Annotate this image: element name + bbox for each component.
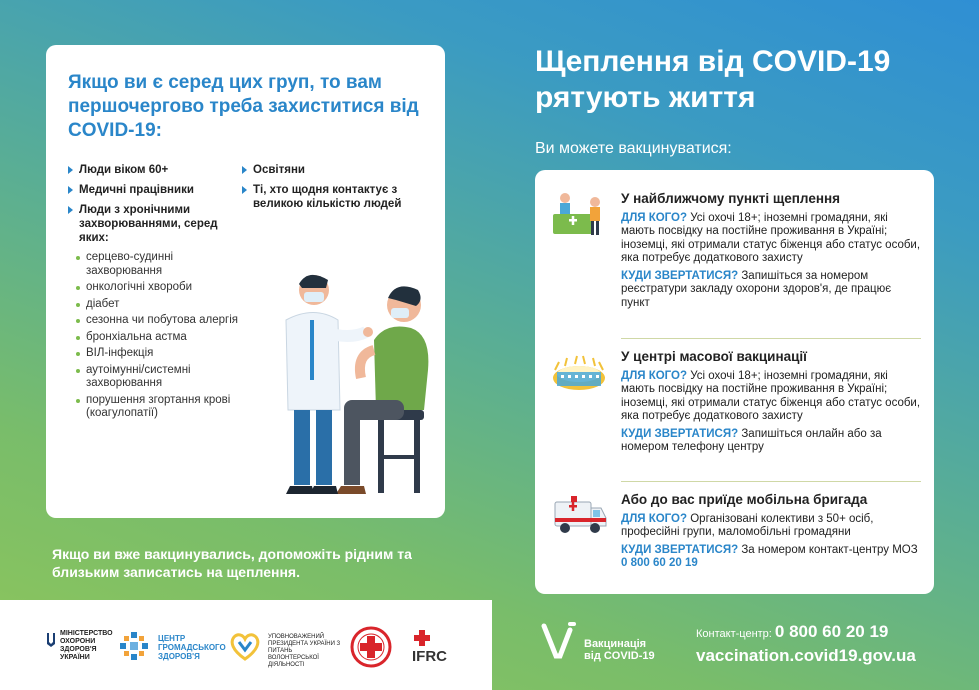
who-text: Організовані колективи з 50+ осіб, професійні групи, маломобільні громадяни <box>621 512 874 538</box>
where-text: За номером контакт-центру МОЗ <box>738 543 918 556</box>
brand-line-1: Вакцинація <box>584 638 647 650</box>
ifrc-logo <box>410 628 458 678</box>
condition-item: порушення згортання крові (коагулопатії) <box>74 394 240 421</box>
where-label: КУДИ ЗВЕРТАТИСЯ? <box>621 269 739 282</box>
condition-item: сезонна чи побутова алергія <box>74 314 240 328</box>
red-cross-emblem-icon <box>350 626 392 668</box>
subtitle: Ви можете вакцинуватися: <box>535 140 732 157</box>
group-item: Люди віком 60+ <box>68 163 240 177</box>
vaccination-brand-logo-icon <box>540 620 580 660</box>
where-label: КУДИ ЗВЕРТАТИСЯ? <box>621 427 739 440</box>
priority-groups-column-2 <box>242 163 407 217</box>
section-title: Або до вас приїде мобільна бригада <box>621 492 868 507</box>
condition-item: ВІЛ-інфекція <box>74 347 240 361</box>
heart-hands-icon <box>228 630 262 662</box>
moz-logo-text: МІНІСТЕРСТВО ОХОРОНИ ЗДОРОВ'Я УКРАЇНИ <box>60 630 113 661</box>
partner-logos-bar <box>0 600 492 690</box>
phone-number: 0 800 60 20 19 <box>621 557 698 569</box>
who-text: Усі охочі 18+; іноземні громадяни, які мають посвідку на постійне проживання в Україні; іноземці, які отримали статус біженця або статус особи, яка потребує додаткового захисту <box>621 211 921 264</box>
ifrc-text: IFRC <box>412 648 447 665</box>
contact-footer <box>492 600 979 690</box>
group-item: Ті, хто щодня контактує з великою кількістю людей <box>242 183 407 211</box>
who-label: ДЛЯ КОГО? <box>621 211 688 224</box>
who-label: ДЛЯ КОГО? <box>621 512 688 525</box>
brand-line-2: від COVID-19 <box>584 650 655 662</box>
condition-item: серцево-судинні захворювання <box>74 251 240 278</box>
doctor-vaccinating-patient-illustration <box>256 260 441 500</box>
section-title: У центрі масової вакцинації <box>621 349 807 364</box>
who-paragraph <box>621 370 921 424</box>
who-paragraph <box>621 513 921 540</box>
main-title: Щеплення від COVID-19 рятують життя <box>535 45 891 114</box>
priority-groups-column-1 <box>68 163 240 424</box>
where-paragraph <box>621 428 921 455</box>
where-paragraph <box>621 544 921 571</box>
moz-logo <box>46 630 113 680</box>
vaccination-options-card <box>535 170 934 594</box>
cross-crescent-icon <box>410 628 458 648</box>
condition-item: онкологічні хвороби <box>74 281 240 295</box>
vaccination-point-section <box>621 192 921 314</box>
who-paragraph <box>621 212 921 266</box>
volunteer-commissioner-logo <box>228 630 343 680</box>
public-health-center-logo <box>118 630 226 680</box>
priority-groups-card <box>46 45 445 518</box>
group-item: Освітяни <box>242 163 407 177</box>
where-paragraph <box>621 270 921 311</box>
vaccination-brand-text <box>584 638 655 662</box>
priority-groups-title: Якщо ви є серед цих груп, то вам першочергово треба захиститися від COVID-19: <box>68 72 419 141</box>
condition-item: бронхіальна астма <box>74 331 240 345</box>
volunteer-commissioner-text: УПОВНОВАЖЕНИЙ ПРЕЗИДЕНТА УКРАЇНИ З ПИТАНЬ ВОЛОНТЕРСЬКОЇ ДІЯЛЬНОСТІ <box>268 634 341 668</box>
who-label: ДЛЯ КОГО? <box>621 369 688 382</box>
mass-vaccination-center-icon <box>551 348 609 398</box>
cross-pattern-icon <box>118 630 150 662</box>
group-item: Медичні працівники <box>68 183 240 197</box>
section-title: У найближчому пункті щеплення <box>621 191 841 206</box>
where-text: Запишіться за номером реєстратури закладу охорони здоров'я, де працює пункт <box>621 269 892 309</box>
contact-center <box>696 622 888 642</box>
conditions-list <box>74 251 240 421</box>
group-item: Люди з хронічними захворюваннями, серед яких: <box>68 203 240 245</box>
red-cross-ukraine-logo <box>350 626 392 676</box>
section-divider <box>621 481 921 482</box>
trident-icon <box>46 632 56 648</box>
section-divider <box>621 338 921 339</box>
where-text: Запишіться онлайн або за номером телефону центру <box>621 427 882 453</box>
mobile-team-section <box>621 493 921 575</box>
encouragement-text: Якщо ви вже вакцинувались, допоможіть рідним та близьким записатись на щеплення. <box>52 546 412 580</box>
contact-label: Контакт-центр: <box>696 628 775 640</box>
where-label: КУДИ ЗВЕРТАТИСЯ? <box>621 543 739 556</box>
ambulance-icon <box>551 490 609 540</box>
contact-number[interactable]: 0 800 60 20 19 <box>774 622 889 641</box>
condition-item: аутоімунні/системні захворювання <box>74 364 240 391</box>
website-link[interactable]: vaccination.covid19.gov.ua <box>696 646 916 665</box>
public-health-center-text: ЦЕНТР ГРОМАДСЬКОГО ЗДОРОВ'Я <box>158 634 226 661</box>
who-text: Усі охочі 18+; іноземні громадяни, які мають посвідку на постійне проживання в Україні; іноземці, які отримали статус біженця або статус особи, яка потребує додаткового захисту <box>621 369 921 422</box>
mass-vaccination-section <box>621 350 921 459</box>
vaccination-point-icon <box>551 188 609 238</box>
condition-item: діабет <box>74 298 240 312</box>
